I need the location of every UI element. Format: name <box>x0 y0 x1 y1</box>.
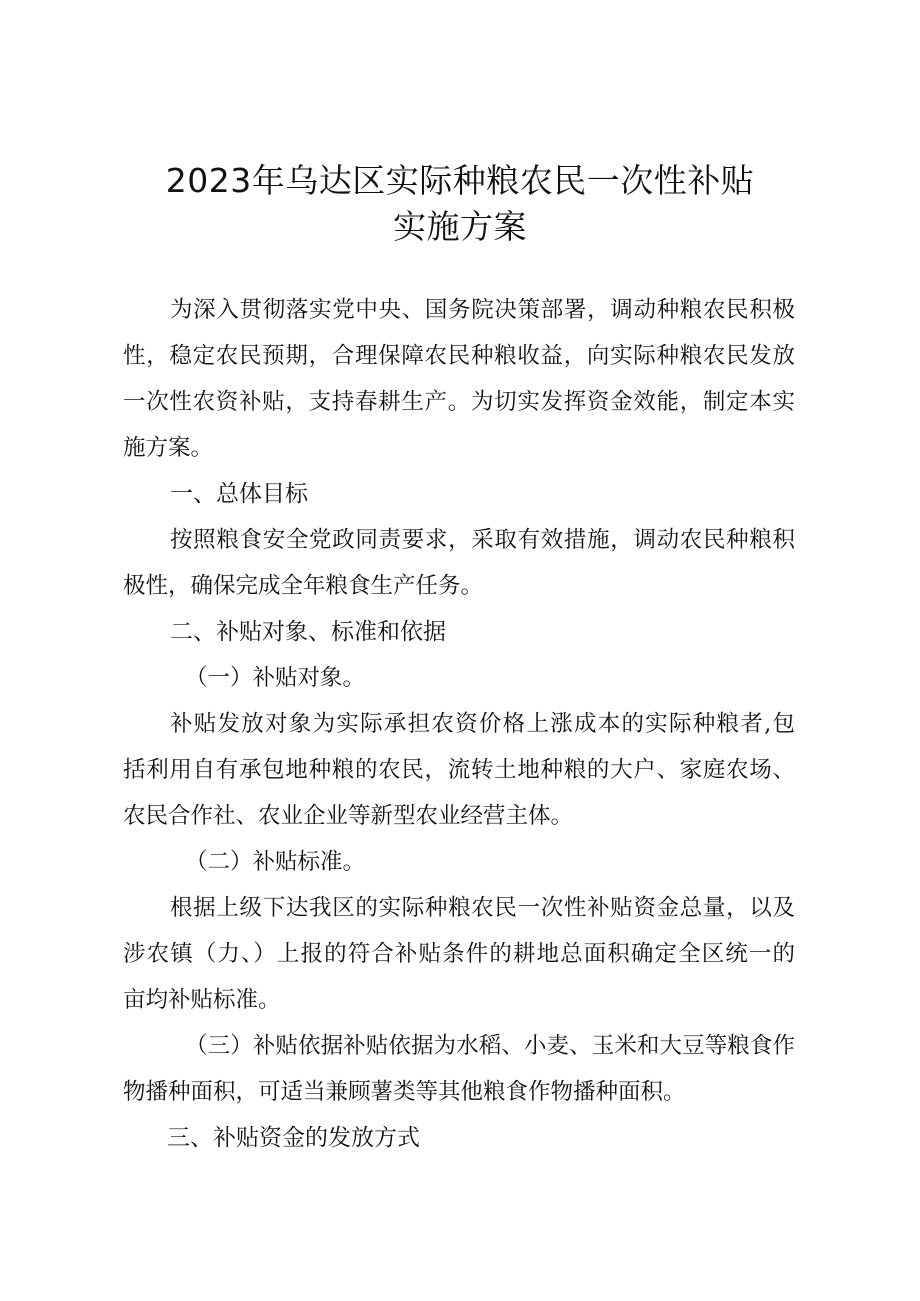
section-2-sub-3-line-1: （三）补贴依据补贴依据为水稻、小麦、玉米和大豆等粮食作 <box>185 1033 795 1059</box>
section-2-sub-1-line-3: 农民合作社、农业企业等新型农业经营主体。 <box>123 803 574 829</box>
section-2-sub-3-line-2: 物播种面积，可适当兼顾薯类等其他粮食作物播种面积。 <box>123 1079 686 1105</box>
section-2-sub-2-line-2: 涉农镇（力、）上报的符合补贴条件的耕地总面积确定全区统一的 <box>123 941 795 967</box>
section-2-sub-1-heading: （一）补贴对象。 <box>185 665 366 691</box>
section-3-heading: 三、补贴资金的发放方式 <box>167 1125 420 1151</box>
section-2-sub-1-line-1: 补贴发放对象为实际承担农资价格上涨成本的实际种粮者,包 <box>170 711 795 737</box>
document-title-line-1: 2023年乌达区实际种粮农民一次性补贴 <box>165 161 755 200</box>
section-2-sub-2-heading: （二）补贴标准。 <box>185 849 366 875</box>
section-2-sub-2-line-3: 亩均补贴标准。 <box>123 987 281 1013</box>
intro-line-3: 一次性农资补贴，支持春耕生产。为切实发挥资金效能，制定本实 <box>123 389 795 415</box>
intro-line-1: 为深入贯彻落实党中央、国务院决策部署，调动种粮农民积极 <box>170 297 795 323</box>
intro-line-2: 性，稳定农民预期，合理保障农民种粮收益，向实际种粮农民发放 <box>123 343 795 369</box>
section-1-line-2: 极性，确保完成全年粮食生产任务。 <box>123 573 484 599</box>
section-2-sub-2-line-1: 根据上级下达我区的实际种粮农民一次性补贴资金总量，以及 <box>170 895 795 921</box>
section-1-line-1: 按照粮食安全党政同责要求，采取有效措施，调动农民种粮积 <box>170 527 795 553</box>
section-2-sub-1-line-2: 括利用自有承包地种粮的农民，流转土地种粮的大户、家庭农场、 <box>123 757 795 783</box>
intro-line-4: 施方案。 <box>123 435 214 461</box>
section-2-heading: 二、补贴对象、标准和依据 <box>170 619 446 645</box>
section-1-heading: 一、总体目标 <box>170 481 308 507</box>
document-title-line-2: 实施方案 <box>393 207 527 246</box>
